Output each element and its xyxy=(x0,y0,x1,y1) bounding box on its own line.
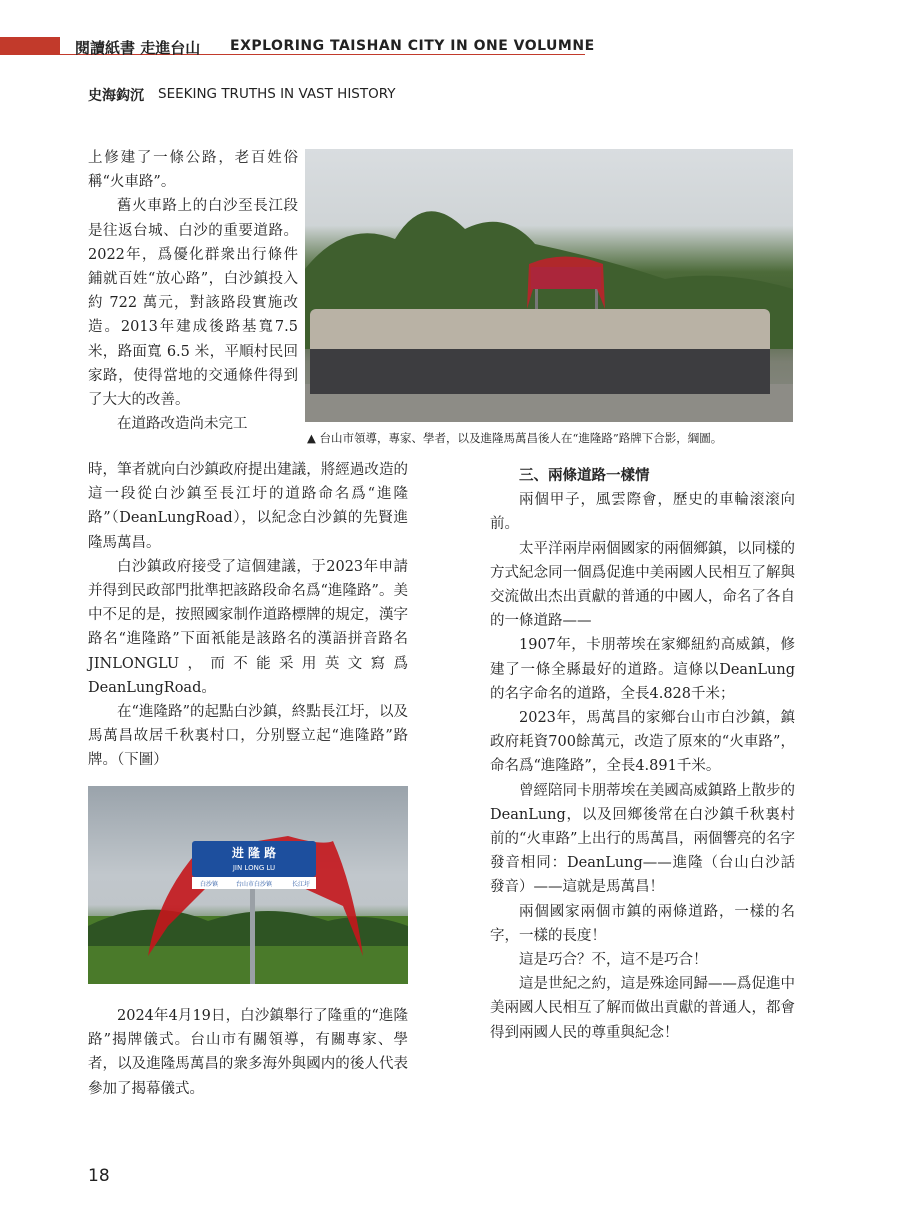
paragraph: 2023年，馬萬昌的家鄉台山市白沙鎮，鎮政府耗資700餘萬元，改造了原來的“火車路”，命名爲“進隆路”，全長4.891千米。 xyxy=(490,710,795,775)
road-sign-illustration xyxy=(88,786,408,984)
paragraph: 曾經陪同卡朋蒂埃在美國高威鎮路上散步的DeanLung，以及回鄉後常在白沙鎮千秋裏村前的“火車路”上出行的馬萬昌，兩個響亮的名字發音相同：DeanLung——進隆（台山白沙話發音）——這就是馬萬昌！ xyxy=(490,782,795,896)
section-heading: 三、兩條道路一樣情 xyxy=(519,468,650,484)
road-sign-right: 长江圩 xyxy=(291,881,310,888)
paragraph: 兩個甲子，風雲際會，歷史的車輪滚滚向前。 xyxy=(490,492,795,533)
paragraph: 太平洋兩岸兩個國家的兩個鄉鎮，以同樣的方式紀念同一個爲促進中美兩國人民相互了解與交流做出杰出貢獻的普通的中國人，命名了各自的一條道路—— xyxy=(490,540,795,630)
paragraph: 舊火車路上的白沙至長江段是往返台城、白沙的重要道路。2022年，爲優化群衆出行條件鋪就百姓“放心路”，白沙鎮投入約 722 萬元，對該路段實施改造。2013年建成後路基寬7.5米，路面寬 6.5 米，平順村民回家路，使得當地的交通條件得到了大大的改善。 xyxy=(88,198,298,409)
paragraph: 時，筆者就向白沙鎮政府提出建議，將經過改造的這一段從白沙鎮至長江圩的道路命名爲“進隆路”（DeanLungRoad），以紀念白沙鎮的先賢進隆馬萬昌。 xyxy=(88,462,408,551)
group-photo xyxy=(305,149,793,422)
paragraph: 1907年，卡朋蒂埃在家鄉紐約高威鎮，修建了一條全縣最好的道路。這條以DeanLung的名字命名的道路，全長4.828千米； xyxy=(490,637,795,702)
section-title-cn: 史海鈎沉 xyxy=(88,88,144,104)
road-sign-pinyin: JIN LONG LU xyxy=(232,864,276,872)
crowd xyxy=(310,309,770,394)
paragraph: 上修建了一條公路，老百姓俗稱“火車路”。 xyxy=(88,150,298,191)
body-column-left-bottom xyxy=(88,1004,408,1101)
header-accent-bar xyxy=(0,37,60,55)
paragraph: 2024年4月19日，白沙鎮舉行了隆重的“進隆路”揭牌儀式。台山市有關領導，有關專家、學者，以及進隆馬萬昌的衆多海外與國内的後人代表參加了揭幕儀式。 xyxy=(88,1008,408,1097)
paragraph: 在道路改造尚未完工 xyxy=(117,416,248,433)
body-column-right xyxy=(490,464,795,1045)
group-photo-illustration xyxy=(305,149,793,422)
section-title-en: SEEKING TRUTHS IN VAST HISTORY xyxy=(158,86,396,102)
body-column-left-middle xyxy=(88,458,408,773)
header-title-en: EXPLORING TAISHAN CITY IN ONE VOLUMNE xyxy=(230,38,595,54)
road-sign-cn: 进 隆 路 xyxy=(231,846,277,860)
paragraph: 在“進隆路”的起點白沙鎮，終點長江圩，以及馬萬昌故居千秋裏村口，分别豎立起“進隆路”路牌。（下圖） xyxy=(88,704,408,769)
body-column-left-top xyxy=(88,146,298,436)
road-sign-photo xyxy=(88,786,408,984)
road-sign-center: 台山市白沙镇 xyxy=(235,881,273,888)
header-title-cn: 閱讀紙書 走進台山 xyxy=(75,39,201,57)
road-sign-left: 白沙镇 xyxy=(200,881,219,888)
paragraph: 這是世紀之約，這是殊途同歸——爲促進中美兩國人民相互了解而做出貢獻的普通人，都會得到兩國人民的尊重與紀念！ xyxy=(490,976,795,1041)
photo-caption: ▲ 台山市領導，專家、學者，以及進隆馬萬昌後人在“進隆路”路牌下合影，綱圖。 xyxy=(307,431,723,445)
page-number: 18 xyxy=(88,1166,110,1186)
paragraph: 白沙鎮政府接受了這個建議，于2023年申請并得到民政部門批準把該路段命名爲“進隆路”。美中不足的是，按照國家制作道路標牌的規定，漢字路名“進隆路”下面衹能是該路名的漢語拼音路名JINLONGLU，而不能采用英文寫爲 DeanLungRoad。 xyxy=(88,558,408,696)
paragraph: 兩個國家兩個市鎮的兩條道路，一樣的名字，一樣的長度！ xyxy=(490,903,795,944)
paragraph: 這是巧合？不，這不是巧合！ xyxy=(519,952,708,969)
